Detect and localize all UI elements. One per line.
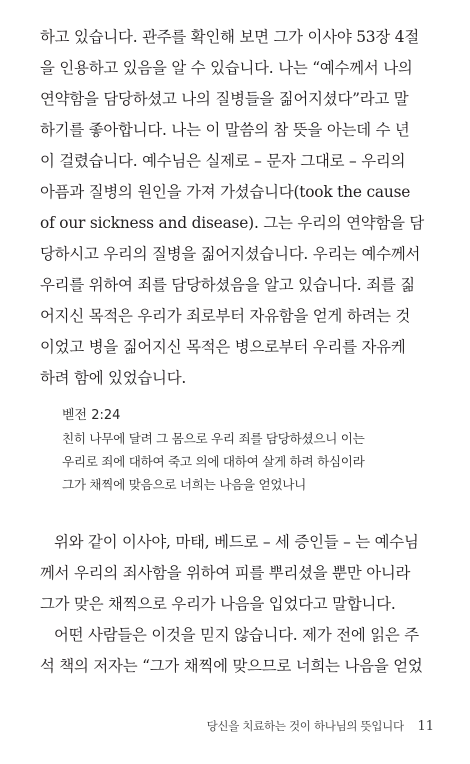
- quote-line: 친히 나무에 달려 그 몸으로 우리 죄를 담당하셨으니 이는: [62, 431, 365, 446]
- text-line: 이 걸렸습니다. 예수님은 실제로 – 문자 그대로 – 우리의: [40, 152, 406, 170]
- text-line: 하려 함에 있었습니다.: [40, 369, 187, 387]
- text-line: 을 인용하고 있음을 알 수 있습니다. 나는 “예수께서 나의: [40, 59, 413, 77]
- text-line: 어떤 사람들은 이것을 믿지 않습니다. 제가 전에 읽은 주: [54, 626, 419, 644]
- paragraph-2: [40, 527, 435, 620]
- text-line: 께서 우리의 죄사함을 위하여 피를 뿌리셨을 뿐만 아니라: [40, 564, 411, 582]
- text-line: 우리를 위하여 죄를 담당하셨음을 알고 있습니다. 죄를 짊: [40, 276, 415, 294]
- running-title: 당신을 치료하는 것이 하나님의 뜻입니다: [206, 719, 404, 733]
- text-line: 하기를 좋아합니다. 나는 이 말씀의 참 뜻을 아는데 수 년: [40, 121, 410, 139]
- quote-line: 우리로 죄에 대하여 죽고 의에 대하여 살게 하려 하심이라: [62, 454, 365, 469]
- text-line: 석 책의 저자는 “그가 채찍에 맞으므로 너희는 나음을 얻었: [40, 657, 423, 675]
- page-number: 11: [417, 719, 434, 734]
- scripture-reference: 벧전 2:24: [62, 408, 121, 423]
- paragraph-1: [40, 22, 435, 394]
- text-line: 하고 있습니다. 관주를 확인해 보면 그가 이사야 53장 4절: [40, 28, 420, 46]
- text-line: of our sickness and disease). 그는 우리의 연약함을 담: [40, 214, 425, 232]
- text-line: 당하시고 우리의 질병을 짊어지셨습니다. 우리는 예수께서: [40, 245, 421, 263]
- text-line: 그가 맞은 채찍으로 우리가 나음을 입었다고 말합니다.: [40, 595, 396, 613]
- text-line: 어지신 목적은 우리가 죄로부터 자유함을 얻게 하려는 것: [40, 307, 411, 325]
- text-line: 위와 같이 이사야, 마태, 베드로 – 세 증인들 – 는 예수님: [54, 533, 419, 551]
- scripture-quote: [62, 405, 442, 496]
- text-line: 연약함을 담당하셨고 나의 질병들을 짊어지셨다”라고 말: [40, 90, 409, 108]
- paragraph-3: [40, 620, 435, 682]
- quote-line: 그가 채찍에 맞음으로 너희는 나음을 얻었나니: [62, 477, 306, 492]
- text-line: 아픔과 질병의 원인을 가져 가셨습니다(took the cause: [40, 183, 411, 201]
- page-footer: [207, 716, 434, 736]
- text-line: 이었고 병을 짊어지신 목적은 병으로부터 우리를 자유케: [40, 338, 406, 356]
